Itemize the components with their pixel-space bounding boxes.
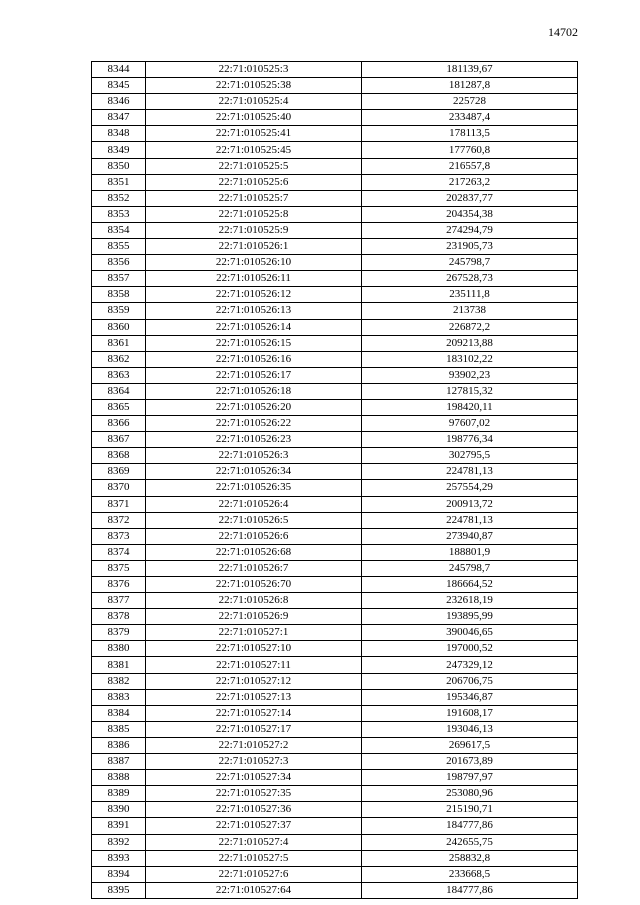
cadastral-number-cell: 22:71:010526:4 <box>146 496 362 512</box>
table-row <box>92 560 578 576</box>
value-cell: 233668,5 <box>362 866 578 882</box>
value-cell: 181287,8 <box>362 78 578 94</box>
row-number-cell: 8359 <box>92 303 146 319</box>
cadastral-number-cell: 22:71:010525:41 <box>146 126 362 142</box>
cadastral-number-cell: 22:71:010527:10 <box>146 641 362 657</box>
row-number-cell: 8356 <box>92 255 146 271</box>
cadastral-number-cell: 22:71:010526:7 <box>146 560 362 576</box>
table-row <box>92 544 578 560</box>
table-row <box>92 528 578 544</box>
table-row <box>92 480 578 496</box>
value-cell: 233487,4 <box>362 110 578 126</box>
value-cell: 245798,7 <box>362 560 578 576</box>
cadastral-number-cell: 22:71:010525:6 <box>146 174 362 190</box>
records-table-body <box>92 62 578 899</box>
cadastral-number-cell: 22:71:010527:12 <box>146 673 362 689</box>
table-row <box>92 818 578 834</box>
table-row <box>92 142 578 158</box>
cadastral-number-cell: 22:71:010526:35 <box>146 480 362 496</box>
table-row <box>92 464 578 480</box>
table-row <box>92 62 578 78</box>
value-cell: 267528,73 <box>362 271 578 287</box>
row-number-cell: 8357 <box>92 271 146 287</box>
cadastral-number-cell: 22:71:010527:2 <box>146 737 362 753</box>
cadastral-number-cell: 22:71:010527:11 <box>146 657 362 673</box>
cadastral-number-cell: 22:71:010526:6 <box>146 528 362 544</box>
row-number-cell: 8355 <box>92 239 146 255</box>
table-row <box>92 448 578 464</box>
cadastral-number-cell: 22:71:010526:10 <box>146 255 362 271</box>
row-number-cell: 8349 <box>92 142 146 158</box>
value-cell: 390046,65 <box>362 625 578 641</box>
table-row <box>92 432 578 448</box>
table-row <box>92 110 578 126</box>
table-row <box>92 609 578 625</box>
row-number-cell: 8362 <box>92 351 146 367</box>
value-cell: 200913,72 <box>362 496 578 512</box>
cadastral-number-cell: 22:71:010525:8 <box>146 206 362 222</box>
table-row <box>92 737 578 753</box>
cadastral-number-cell: 22:71:010526:16 <box>146 351 362 367</box>
table-row <box>92 866 578 882</box>
row-number-cell: 8345 <box>92 78 146 94</box>
value-cell: 184777,86 <box>362 882 578 898</box>
table-row <box>92 834 578 850</box>
cadastral-number-cell: 22:71:010527:3 <box>146 754 362 770</box>
table-row <box>92 94 578 110</box>
table-row <box>92 319 578 335</box>
value-cell: 245798,7 <box>362 255 578 271</box>
row-number-cell: 8385 <box>92 721 146 737</box>
table-row <box>92 850 578 866</box>
value-cell: 191608,17 <box>362 705 578 721</box>
cadastral-number-cell: 22:71:010527:13 <box>146 689 362 705</box>
value-cell: 93902,23 <box>362 367 578 383</box>
row-number-cell: 8361 <box>92 335 146 351</box>
page-number: 14702 <box>548 25 578 39</box>
value-cell: 209213,88 <box>362 335 578 351</box>
value-cell: 224781,13 <box>362 464 578 480</box>
cadastral-number-cell: 22:71:010526:68 <box>146 544 362 560</box>
cadastral-number-cell: 22:71:010525:9 <box>146 222 362 238</box>
value-cell: 127815,32 <box>362 383 578 399</box>
row-number-cell: 8369 <box>92 464 146 480</box>
row-number-cell: 8395 <box>92 882 146 898</box>
cadastral-number-cell: 22:71:010526:3 <box>146 448 362 464</box>
table-row <box>92 206 578 222</box>
table-row <box>92 512 578 528</box>
value-cell: 202837,77 <box>362 190 578 206</box>
value-cell: 258832,8 <box>362 850 578 866</box>
row-number-cell: 8366 <box>92 416 146 432</box>
row-number-cell: 8354 <box>92 222 146 238</box>
row-number-cell: 8394 <box>92 866 146 882</box>
value-cell: 217263,2 <box>362 174 578 190</box>
row-number-cell: 8360 <box>92 319 146 335</box>
value-cell: 226872,2 <box>362 319 578 335</box>
value-cell: 257554,29 <box>362 480 578 496</box>
table-row <box>92 303 578 319</box>
table-row <box>92 705 578 721</box>
cadastral-number-cell: 22:71:010525:4 <box>146 94 362 110</box>
cadastral-number-cell: 22:71:010527:5 <box>146 850 362 866</box>
row-number-cell: 8379 <box>92 625 146 641</box>
cadastral-number-cell: 22:71:010526:5 <box>146 512 362 528</box>
row-number-cell: 8387 <box>92 754 146 770</box>
value-cell: 224781,13 <box>362 512 578 528</box>
value-cell: 235111,8 <box>362 287 578 303</box>
row-number-cell: 8353 <box>92 206 146 222</box>
value-cell: 186664,52 <box>362 577 578 593</box>
table-row <box>92 721 578 737</box>
value-cell: 216557,8 <box>362 158 578 174</box>
table-row <box>92 802 578 818</box>
table-row <box>92 496 578 512</box>
cadastral-number-cell: 22:71:010525:7 <box>146 190 362 206</box>
value-cell: 197000,52 <box>362 641 578 657</box>
row-number-cell: 8389 <box>92 786 146 802</box>
cadastral-number-cell: 22:71:010527:17 <box>146 721 362 737</box>
value-cell: 273940,87 <box>362 528 578 544</box>
value-cell: 178113,5 <box>362 126 578 142</box>
value-cell: 206706,75 <box>362 673 578 689</box>
cadastral-number-cell: 22:71:010527:14 <box>146 705 362 721</box>
cadastral-number-cell: 22:71:010526:22 <box>146 416 362 432</box>
table-row <box>92 271 578 287</box>
row-number-cell: 8377 <box>92 593 146 609</box>
row-number-cell: 8393 <box>92 850 146 866</box>
cadastral-number-cell: 22:71:010526:12 <box>146 287 362 303</box>
cadastral-number-cell: 22:71:010526:1 <box>146 239 362 255</box>
table-row <box>92 222 578 238</box>
row-number-cell: 8372 <box>92 512 146 528</box>
table-row <box>92 416 578 432</box>
cadastral-number-cell: 22:71:010525:45 <box>146 142 362 158</box>
table-row <box>92 770 578 786</box>
value-cell: 242655,75 <box>362 834 578 850</box>
cadastral-number-cell: 22:71:010527:35 <box>146 786 362 802</box>
cadastral-number-cell: 22:71:010526:8 <box>146 593 362 609</box>
cadastral-number-cell: 22:71:010525:40 <box>146 110 362 126</box>
table-row <box>92 190 578 206</box>
table-row <box>92 383 578 399</box>
cadastral-number-cell: 22:71:010526:17 <box>146 367 362 383</box>
table-row <box>92 786 578 802</box>
value-cell: 198776,34 <box>362 432 578 448</box>
cadastral-number-cell: 22:71:010527:64 <box>146 882 362 898</box>
value-cell: 183102,22 <box>362 351 578 367</box>
value-cell: 198420,11 <box>362 399 578 415</box>
cadastral-number-cell: 22:71:010526:11 <box>146 271 362 287</box>
value-cell: 188801,9 <box>362 544 578 560</box>
cadastral-number-cell: 22:71:010526:14 <box>146 319 362 335</box>
value-cell: 201673,89 <box>362 754 578 770</box>
table-row <box>92 335 578 351</box>
value-cell: 193046,13 <box>362 721 578 737</box>
table-row <box>92 126 578 142</box>
value-cell: 198797,97 <box>362 770 578 786</box>
table-row <box>92 577 578 593</box>
value-cell: 225728 <box>362 94 578 110</box>
cadastral-number-cell: 22:71:010526:70 <box>146 577 362 593</box>
row-number-cell: 8365 <box>92 399 146 415</box>
row-number-cell: 8380 <box>92 641 146 657</box>
value-cell: 177760,8 <box>362 142 578 158</box>
cadastral-number-cell: 22:71:010526:15 <box>146 335 362 351</box>
table-row <box>92 174 578 190</box>
row-number-cell: 8374 <box>92 544 146 560</box>
value-cell: 247329,12 <box>362 657 578 673</box>
cadastral-number-cell: 22:71:010527:4 <box>146 834 362 850</box>
row-number-cell: 8388 <box>92 770 146 786</box>
table-row <box>92 255 578 271</box>
value-cell: 204354,38 <box>362 206 578 222</box>
cadastral-number-cell: 22:71:010526:23 <box>146 432 362 448</box>
row-number-cell: 8363 <box>92 367 146 383</box>
cadastral-number-cell: 22:71:010527:34 <box>146 770 362 786</box>
table-row <box>92 641 578 657</box>
table-row <box>92 287 578 303</box>
row-number-cell: 8390 <box>92 802 146 818</box>
row-number-cell: 8346 <box>92 94 146 110</box>
cadastral-number-cell: 22:71:010527:6 <box>146 866 362 882</box>
row-number-cell: 8382 <box>92 673 146 689</box>
row-number-cell: 8352 <box>92 190 146 206</box>
table-row <box>92 754 578 770</box>
value-cell: 231905,73 <box>362 239 578 255</box>
value-cell: 193895,99 <box>362 609 578 625</box>
cadastral-number-cell: 22:71:010527:36 <box>146 802 362 818</box>
row-number-cell: 8344 <box>92 62 146 78</box>
value-cell: 181139,67 <box>362 62 578 78</box>
value-cell: 274294,79 <box>362 222 578 238</box>
row-number-cell: 8383 <box>92 689 146 705</box>
cadastral-number-cell: 22:71:010527:37 <box>146 818 362 834</box>
table-row <box>92 882 578 898</box>
table-row <box>92 399 578 415</box>
cadastral-number-cell: 22:71:010525:3 <box>146 62 362 78</box>
cadastral-number-cell: 22:71:010525:38 <box>146 78 362 94</box>
value-cell: 97607,02 <box>362 416 578 432</box>
value-cell: 232618,19 <box>362 593 578 609</box>
records-table <box>91 61 578 899</box>
value-cell: 215190,71 <box>362 802 578 818</box>
row-number-cell: 8371 <box>92 496 146 512</box>
value-cell: 302795,5 <box>362 448 578 464</box>
row-number-cell: 8373 <box>92 528 146 544</box>
table-row <box>92 367 578 383</box>
value-cell: 184777,86 <box>362 818 578 834</box>
value-cell: 195346,87 <box>362 689 578 705</box>
table-row <box>92 239 578 255</box>
table-row <box>92 625 578 641</box>
row-number-cell: 8347 <box>92 110 146 126</box>
row-number-cell: 8384 <box>92 705 146 721</box>
cadastral-number-cell: 22:71:010527:1 <box>146 625 362 641</box>
row-number-cell: 8351 <box>92 174 146 190</box>
table-row <box>92 673 578 689</box>
row-number-cell: 8391 <box>92 818 146 834</box>
value-cell: 253080,96 <box>362 786 578 802</box>
cadastral-number-cell: 22:71:010526:18 <box>146 383 362 399</box>
row-number-cell: 8364 <box>92 383 146 399</box>
row-number-cell: 8368 <box>92 448 146 464</box>
row-number-cell: 8381 <box>92 657 146 673</box>
row-number-cell: 8378 <box>92 609 146 625</box>
table-row <box>92 78 578 94</box>
table-row <box>92 657 578 673</box>
table-row <box>92 351 578 367</box>
row-number-cell: 8367 <box>92 432 146 448</box>
row-number-cell: 8392 <box>92 834 146 850</box>
table-row <box>92 593 578 609</box>
table-row <box>92 158 578 174</box>
value-cell: 213738 <box>362 303 578 319</box>
row-number-cell: 8375 <box>92 560 146 576</box>
cadastral-number-cell: 22:71:010526:20 <box>146 399 362 415</box>
row-number-cell: 8350 <box>92 158 146 174</box>
cadastral-number-cell: 22:71:010526:9 <box>146 609 362 625</box>
cadastral-number-cell: 22:71:010526:34 <box>146 464 362 480</box>
cadastral-number-cell: 22:71:010525:5 <box>146 158 362 174</box>
row-number-cell: 8358 <box>92 287 146 303</box>
row-number-cell: 8386 <box>92 737 146 753</box>
row-number-cell: 8376 <box>92 577 146 593</box>
value-cell: 269617,5 <box>362 737 578 753</box>
row-number-cell: 8348 <box>92 126 146 142</box>
table-row <box>92 689 578 705</box>
cadastral-number-cell: 22:71:010526:13 <box>146 303 362 319</box>
row-number-cell: 8370 <box>92 480 146 496</box>
